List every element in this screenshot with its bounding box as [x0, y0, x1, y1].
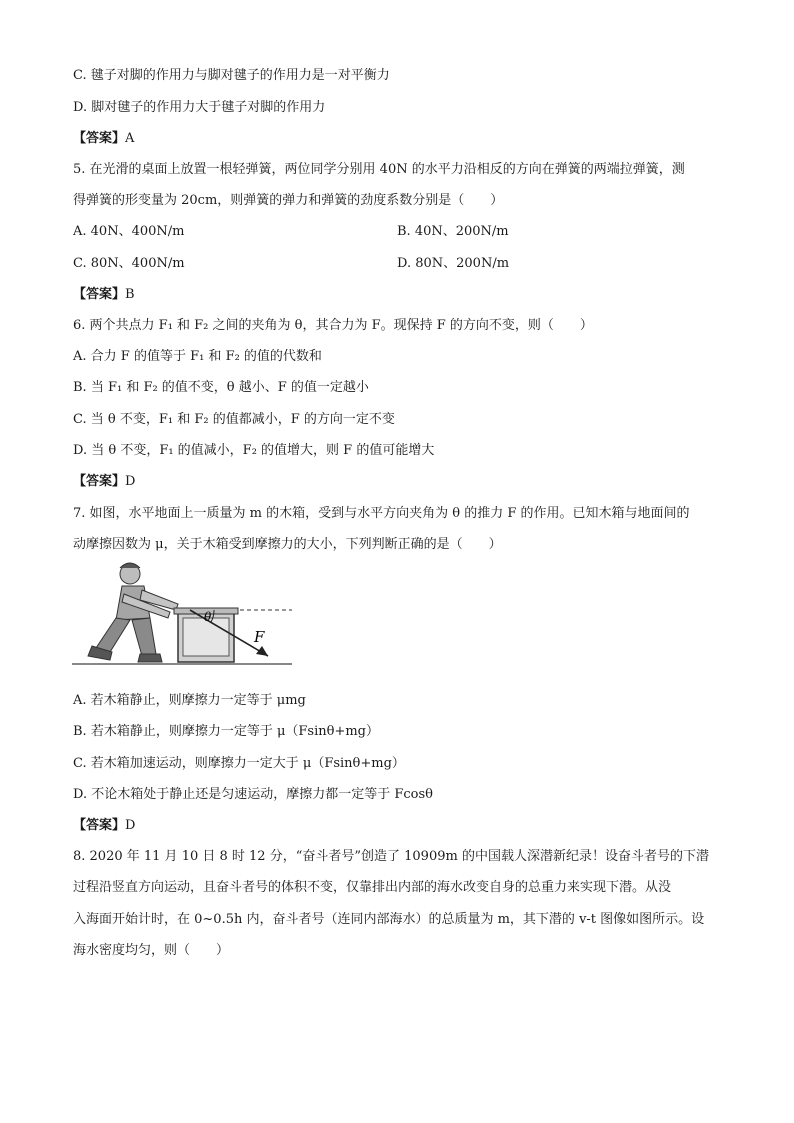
- q7-option-a: A. 若木箱静止，则摩擦力一定等于 μmg: [73, 693, 306, 708]
- q5-option-a: A. 40N、400N/m: [73, 224, 185, 239]
- answer-value: D: [125, 474, 136, 489]
- q6-answer: [73, 472, 135, 492]
- q4-option-c: C. 毽子对脚的作用力与脚对毽子的作用力是一对平衡力: [73, 68, 390, 83]
- q6-option-b: B. 当 F₁ 和 F₂ 的值不变，θ 越小、F 的值一定越小: [73, 380, 369, 395]
- q7-stem-line-1: 7. 如图，水平地面上一质量为 m 的木箱，受到与水平方向夹角为 θ 的推力 F 的作用。已知木箱与地面间的: [73, 506, 690, 521]
- q8-stem-line-4: 海水密度均匀，则（ ）: [73, 943, 230, 958]
- q5-option-b: B. 40N、200N/m: [397, 224, 509, 239]
- q7-option-d: D. 不论木箱处于静止还是匀速运动，摩擦力都一定等于 Fcosθ: [73, 787, 433, 802]
- answer-label: 【答案】: [73, 474, 126, 489]
- answer-value: A: [125, 131, 135, 146]
- answer-value: B: [125, 287, 135, 302]
- answer-value: D: [125, 818, 136, 833]
- answer-label: 【答案】: [73, 818, 126, 833]
- answer-label: 【答案】: [73, 287, 126, 302]
- q8-stem-line-2: 过程沿竖直方向运动，且奋斗者号的体积不变，仅靠排出内部的海水改变自身的总重力来实现下潜。从没: [73, 880, 672, 895]
- q4-option-d: D. 脚对毽子的作用力大于毽子对脚的作用力: [73, 100, 326, 115]
- boy-figure: [88, 563, 178, 662]
- q8-stem-line-1: 8. 2020 年 11 月 10 日 8 时 12 分，“奋斗者号”创造了 10909m 的中国载人深潜新纪录！设奋斗者号的下潜: [73, 849, 709, 864]
- q7-stem-line-2: 动摩擦因数为 μ，关于木箱受到摩擦力的大小，下列判断正确的是（ ）: [73, 537, 502, 552]
- force-arrowhead: [256, 646, 268, 656]
- q5-option-c: C. 80N、400N/m: [73, 256, 185, 271]
- q5-answer: [73, 285, 135, 305]
- q6-option-c: C. 当 θ 不变，F₁ 和 F₂ 的值都减小，F 的方向一定不变: [73, 412, 395, 427]
- q6-option-d: D. 当 θ 不变，F₁ 的值减小，F₂ 的值增大，则 F 的值可能增大: [73, 443, 435, 458]
- q5-option-d: D. 80N、200N/m: [397, 256, 510, 271]
- q5-stem-line-1: 5. 在光滑的桌面上放置一根轻弹簧，两位同学分别用 40N 的水平力沿相反的方向在弹簧的两端拉弹簧，测: [73, 162, 685, 177]
- q5-stem-line-2: 得弹簧的形变量为 20cm，则弹簧的弹力和弹簧的劲度系数分别是（ ）: [73, 193, 504, 208]
- answer-label: 【答案】: [73, 131, 126, 146]
- theta-label: θ: [204, 610, 212, 624]
- q8-stem-line-3: 入海面开始计时，在 0~0.5h 内，奋斗者号（连同内部海水）的总质量为 m，其下潜的 v-t 图像如图所示。设: [73, 912, 705, 927]
- q7-option-c: C. 若木箱加速运动，则摩擦力一定大于 μ（Fsinθ+mg）: [73, 756, 405, 771]
- q7-answer: [73, 816, 135, 836]
- q7-figure-boy-pushing-box: [70, 560, 295, 672]
- force-label: F: [254, 628, 265, 646]
- q6-option-a: A. 合力 F 的值等于 F₁ 和 F₂ 的值的代数和: [73, 349, 322, 364]
- q7-option-b: B. 若木箱静止，则摩擦力一定等于 μ（Fsinθ+mg）: [73, 724, 379, 739]
- q6-stem: 6. 两个共点力 F₁ 和 F₂ 之间的夹角为 θ，其合力为 F。现保持 F 的方向不变，则（ ）: [73, 318, 593, 333]
- q4-answer: [73, 129, 134, 149]
